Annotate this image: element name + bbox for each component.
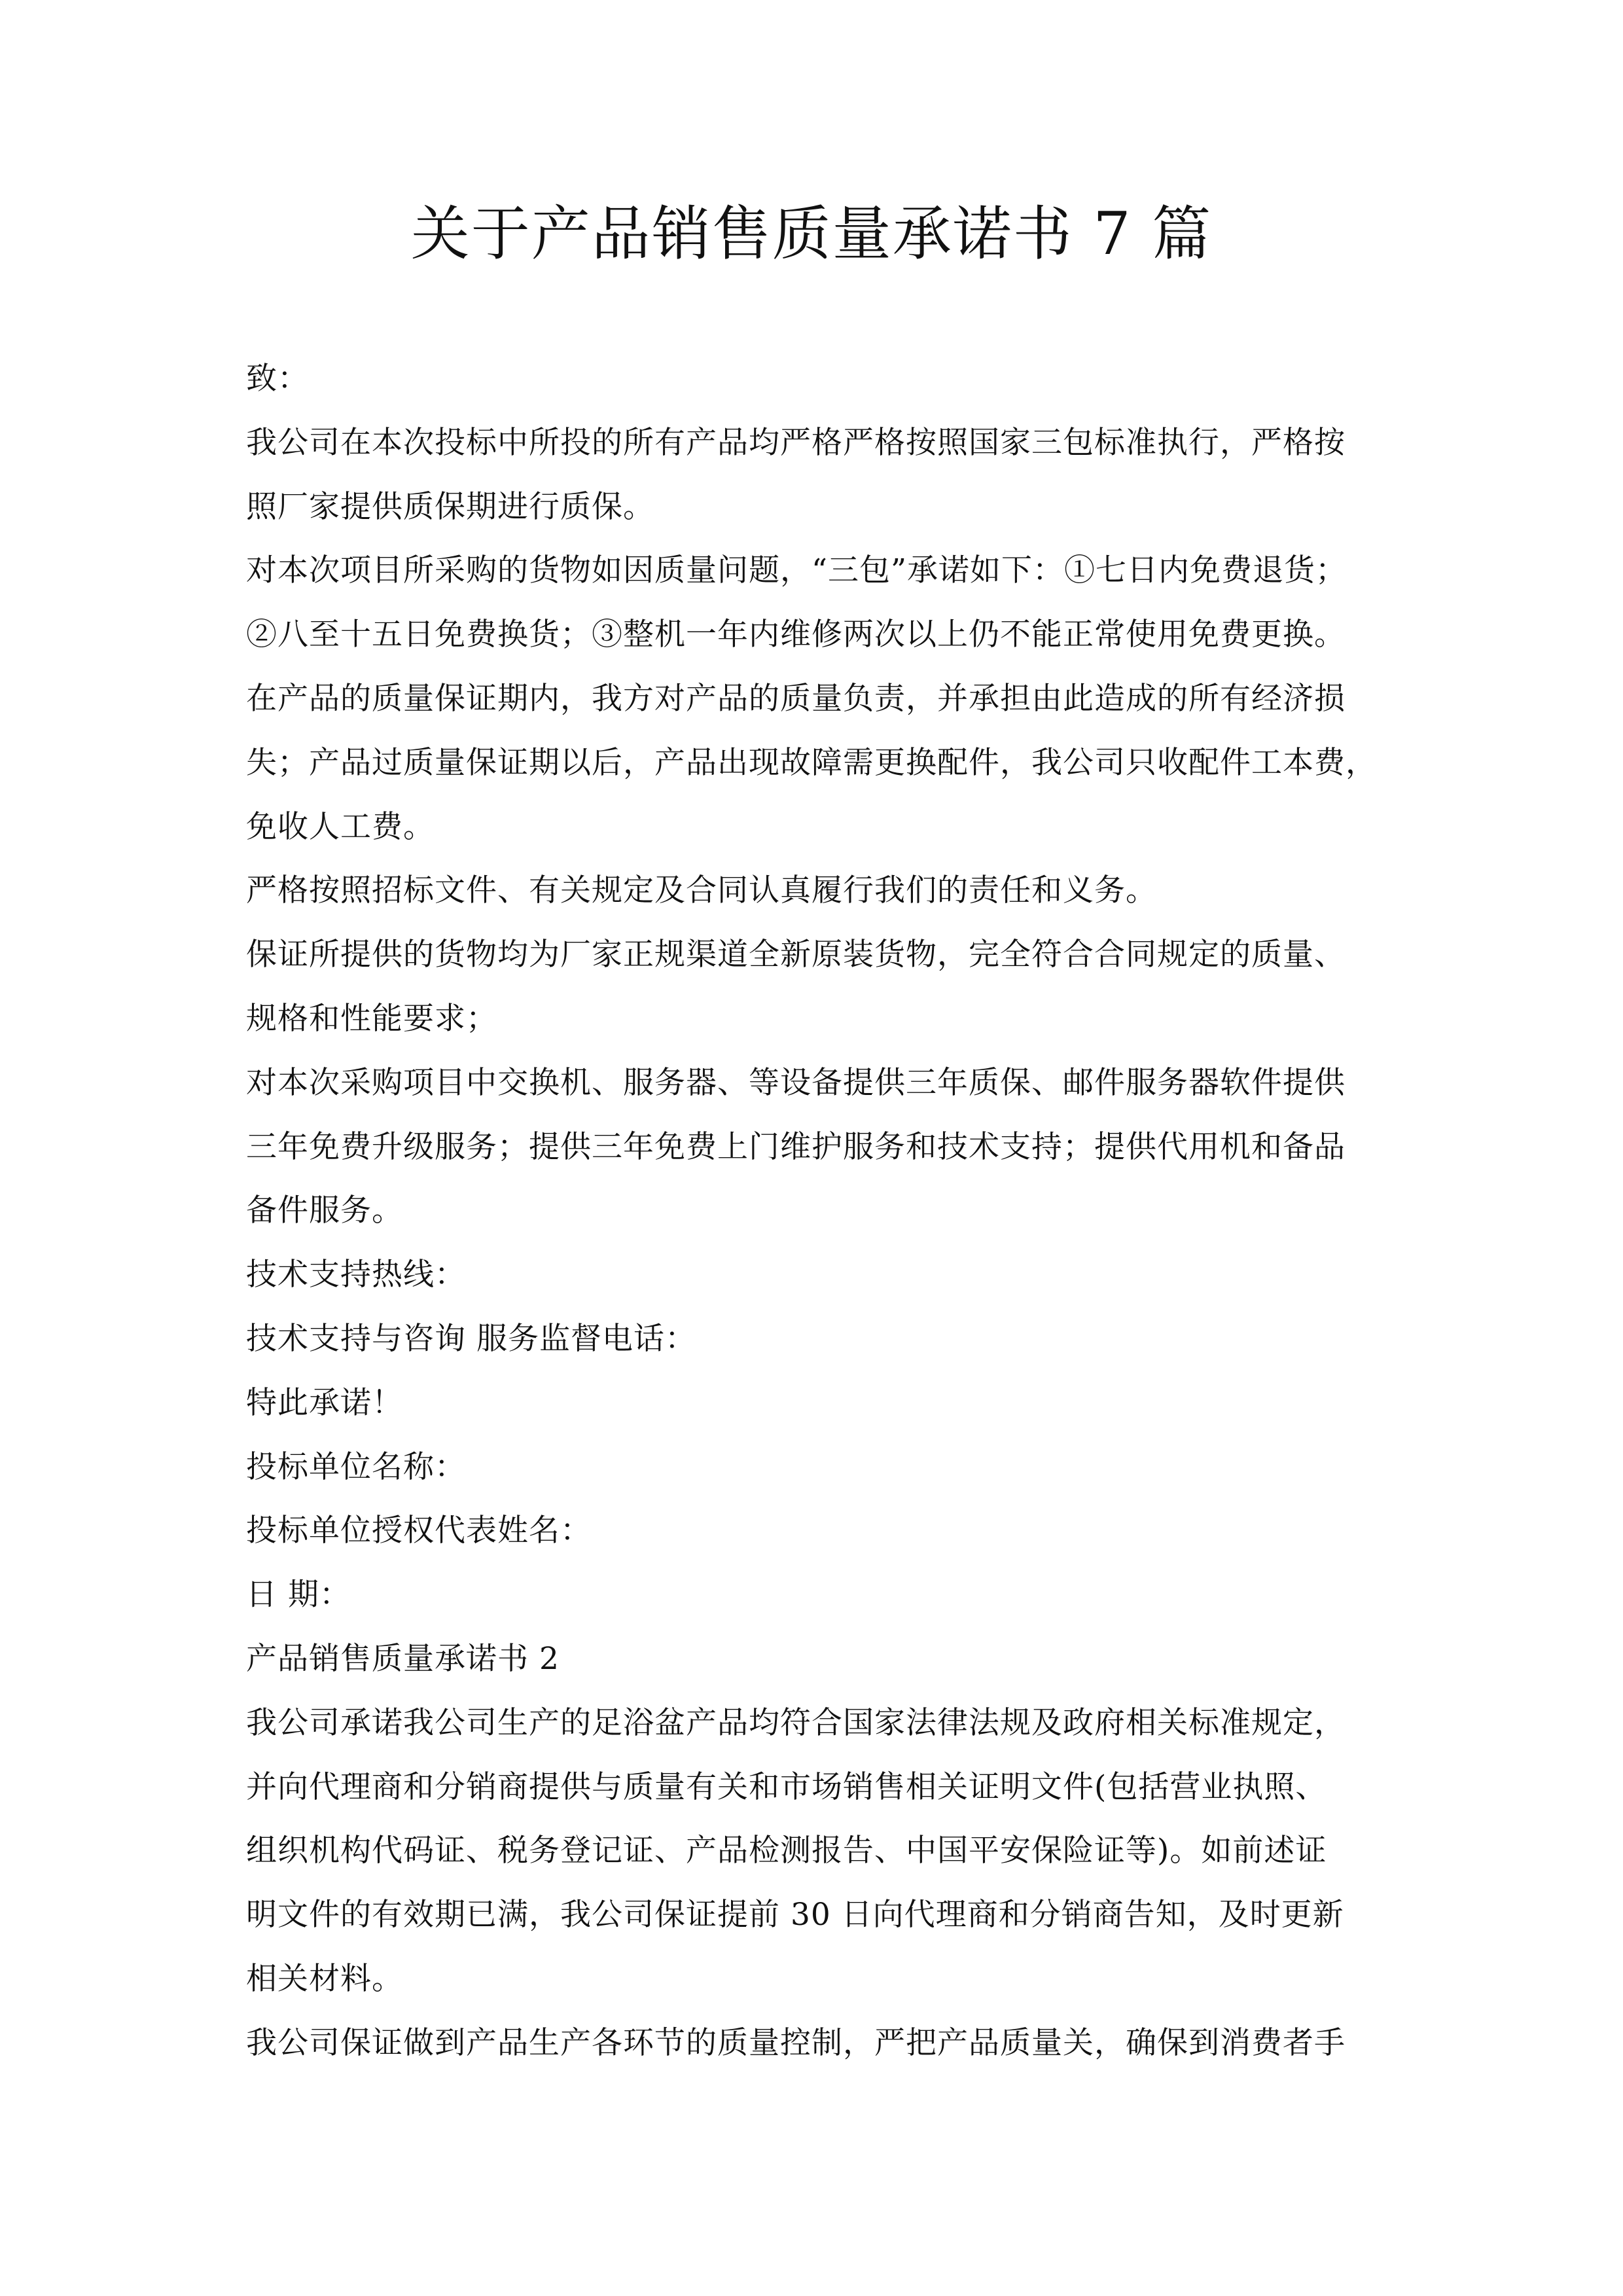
paragraph-line: 对本次项目所采购的货物如因质量问题，“三包”承诺如下：①七日内免费退货； [246, 552, 1347, 589]
paragraph-line: 严格按照招标文件、有关规定及合同认真履行我们的责任和义务。 [246, 872, 1157, 909]
paragraph-line: 我公司承诺我公司生产的足浴盆产品均符合国家法律法规及政府相关标准规定， [246, 1704, 1346, 1741]
paragraph-line: 规格和性能要求； [246, 1000, 497, 1037]
paragraph-line: 我公司在本次投标中所投的所有产品均严格严格按照国家三包标准执行，严格按 [246, 424, 1346, 461]
paragraph-line: 失；产品过质量保证期以后，产品出现故障需更换配件，我公司只收配件工本费， [246, 744, 1377, 781]
bidder-representative-label: 投标单位授权代表姓名： [246, 1513, 592, 1549]
paragraph-line: 保证所提供的货物均为厂家正规渠道全新原装货物，完全符合合同规定的质量、 [246, 937, 1346, 973]
paragraph-line: 对本次采购项目中交换机、服务器、等设备提供三年质保、邮件服务器软件提供 [246, 1064, 1346, 1101]
bidder-name-label: 投标单位名称： [246, 1448, 466, 1485]
section-heading: 产品销售质量承诺书 2 [246, 1640, 560, 1677]
paragraph-line: 照厂家提供质保期进行质保。 [246, 488, 654, 525]
paragraph-line: 免收人工费。 [246, 808, 435, 845]
supervision-phone-label: 技术支持与咨询 服务监督电话： [246, 1320, 696, 1357]
paragraph-line: 相关材料。 [246, 1960, 403, 1997]
paragraph-line: 我公司保证做到产品生产各环节的质量控制，严把产品质量关，确保到消费者手 [246, 2024, 1346, 2061]
document-title: 关于产品销售质量承诺书 7 篇 [410, 200, 1213, 268]
date-label: 日 期： [246, 1577, 351, 1613]
paragraph-line: 明文件的有效期已满，我公司保证提前 30 日向代理商和分销商告知，及时更新 [246, 1897, 1344, 1933]
paragraph-line: 组织机构代码证、税务登记证、产品检测报告、中国平安保险证等)。如前述证 [246, 1833, 1327, 1869]
document-body [246, 347, 1385, 2075]
salutation-line: 致： [246, 361, 309, 397]
paragraph-line: 三年免费升级服务；提供三年免费上门维护服务和技术支持；提供代用机和备品 [246, 1128, 1346, 1165]
paragraph-line: 在产品的质量保证期内，我方对产品的质量负责，并承担由此造成的所有经济损 [246, 680, 1346, 717]
paragraph-line: 备件服务。 [246, 1193, 403, 1229]
paragraph-line: 并向代理商和分销商提供与质量有关和市场销售相关证明文件(包括营业执照、 [246, 1768, 1327, 1805]
closing-line: 特此承诺！ [246, 1384, 403, 1421]
hotline-label: 技术支持热线： [246, 1257, 466, 1293]
paragraph-line: ②八至十五日免费换货；③整机一年内维修两次以上仍不能正常使用免费更换。 [246, 617, 1346, 653]
